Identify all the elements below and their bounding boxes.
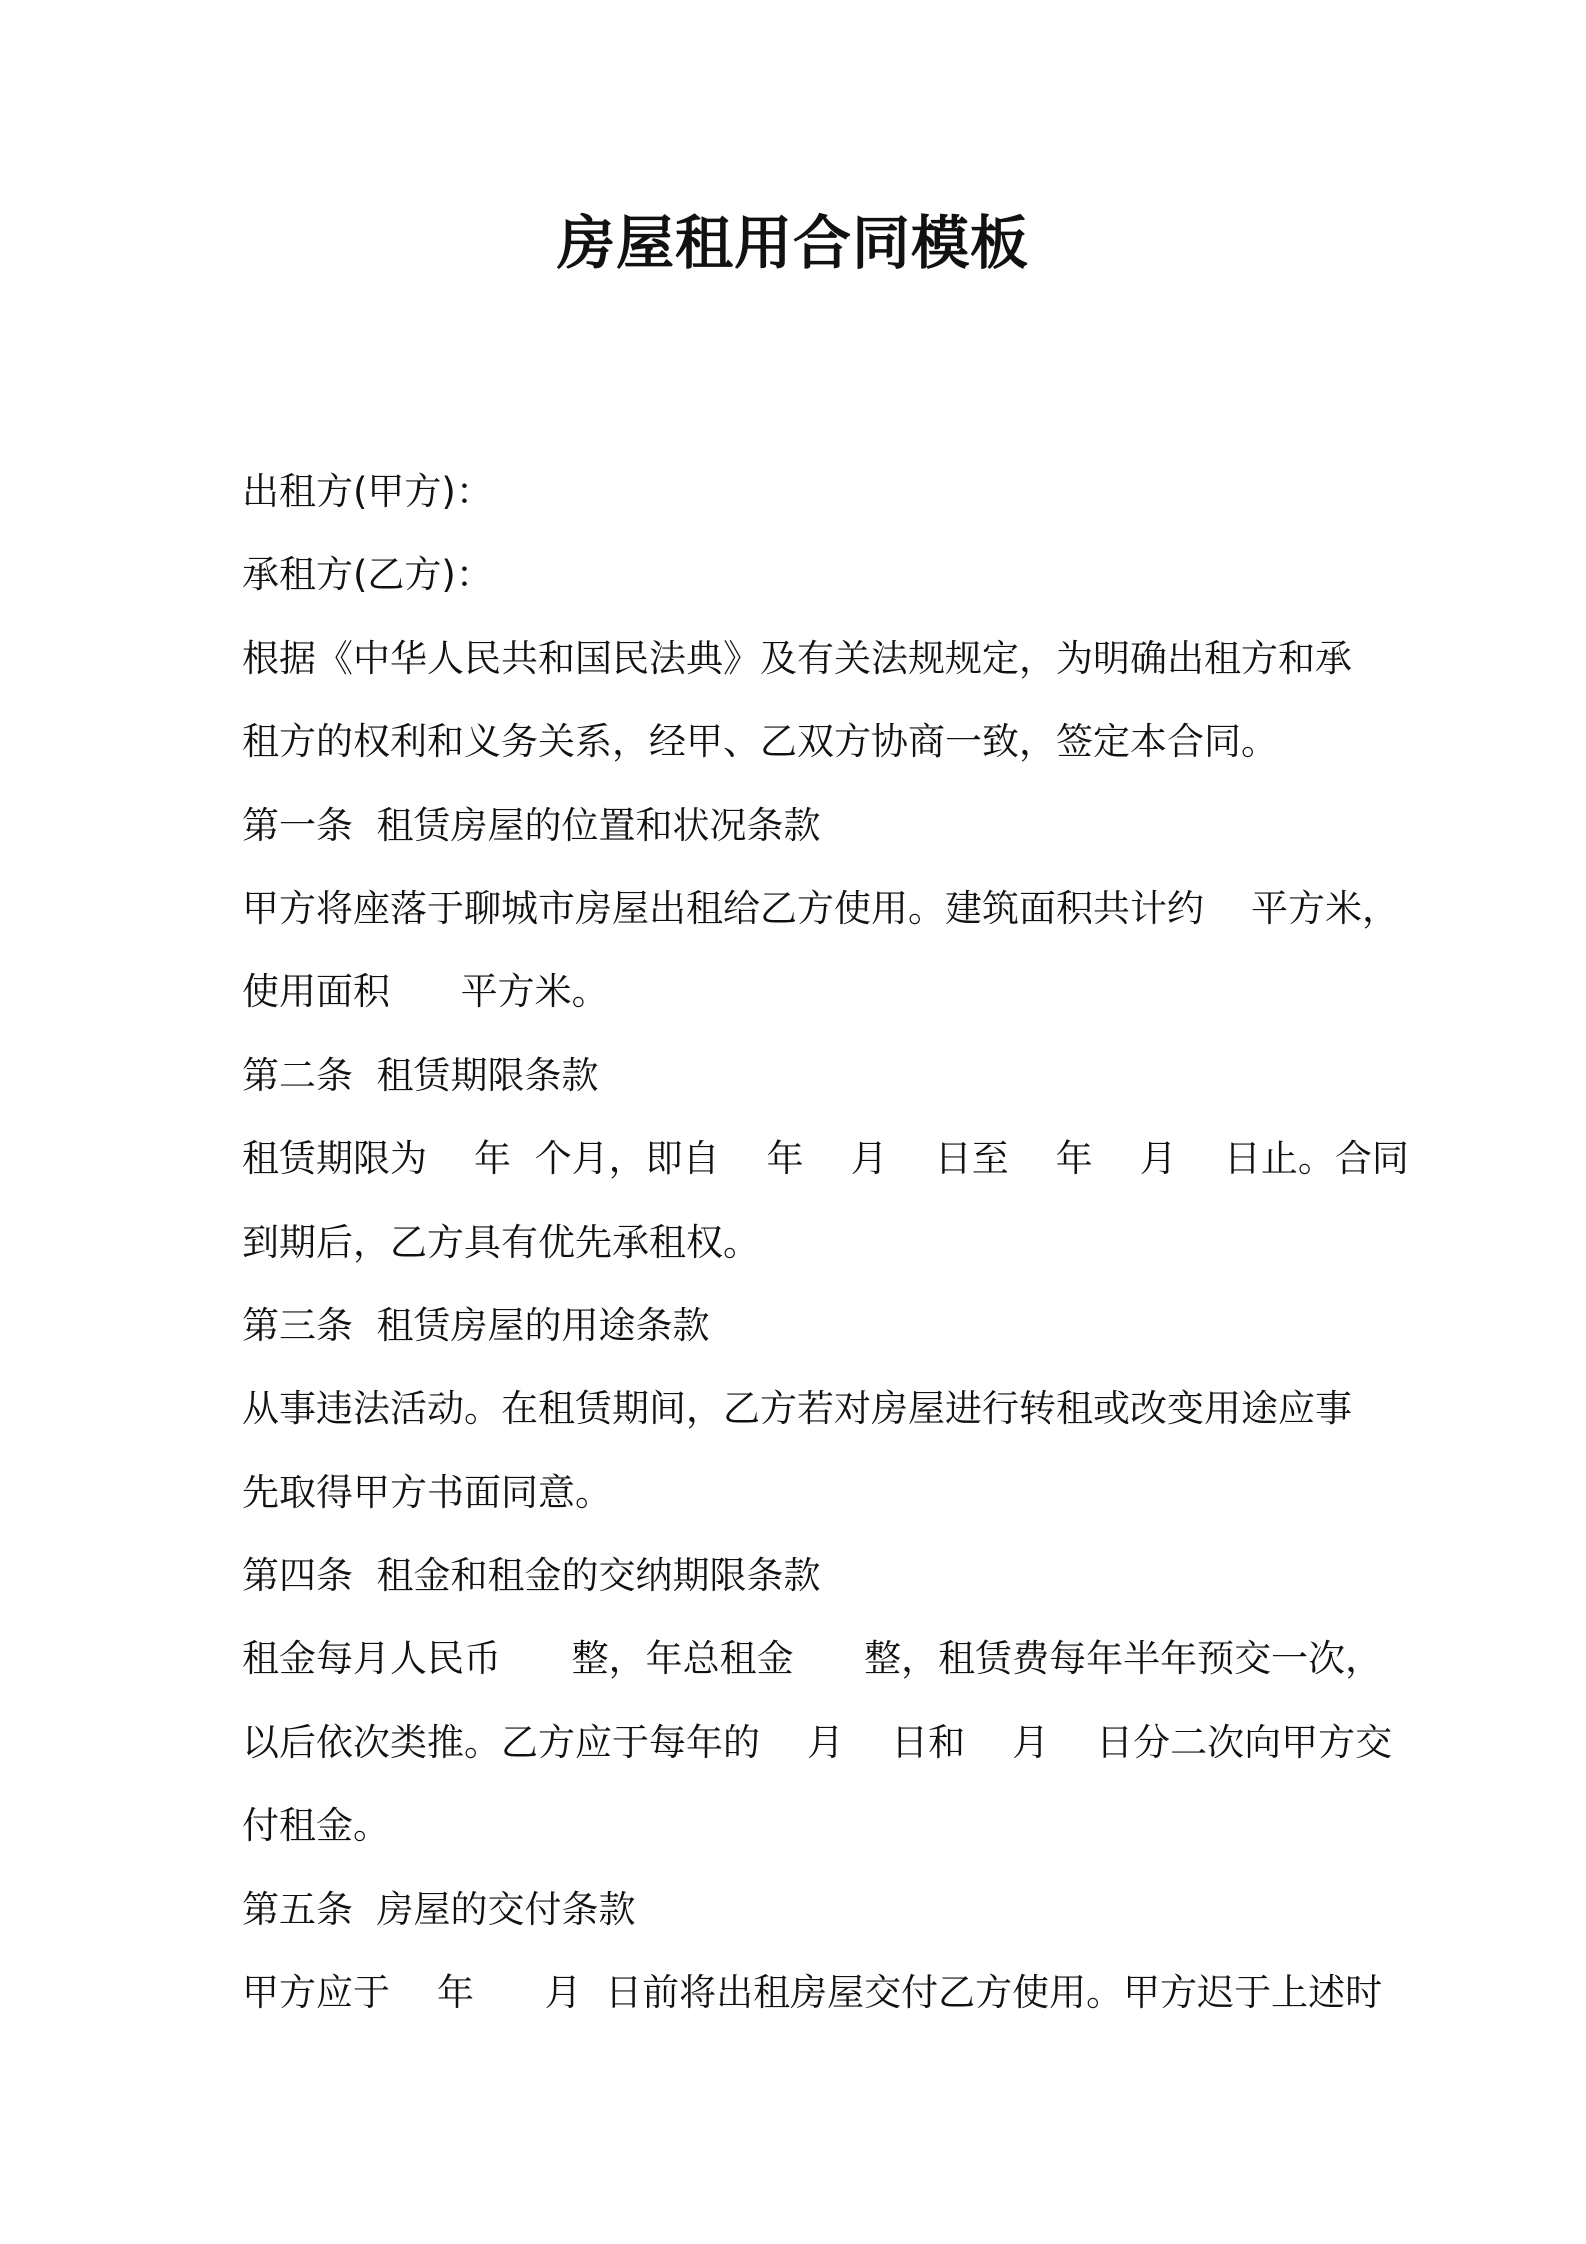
article-3-text-2: 先取得甲方书面同意。 xyxy=(242,1470,612,1514)
article-2-text-2: 到期后，乙方具有优先承租权。 xyxy=(242,1220,760,1264)
article-4-text-2: 以后依次类推。乙方应于每年的 月 日和 月 日分二次向甲方交 xyxy=(242,1720,1393,1764)
article-1-text-2: 使用面积 平方米。 xyxy=(242,970,609,1014)
article-4-text-1: 租金每月人民币 整，年总租金 整，租赁费每年半年预交一次， xyxy=(242,1637,1383,1681)
preamble-line-2: 租方的权利和义务关系，经甲、乙双方协商一致，签定本合同。 xyxy=(242,720,1278,764)
document-body xyxy=(242,450,1409,2034)
article-5-text-1: 甲方应于 年 月 日前将出租房屋交付乙方使用。甲方迟于上述时 xyxy=(242,1971,1383,2015)
article-4-text-3: 付租金。 xyxy=(242,1804,390,1848)
party-a-line: 出租方(甲方)： xyxy=(242,470,493,513)
article-3-heading: 第三条 租赁房屋的用途条款 xyxy=(242,1303,710,1347)
party-b-line: 承租方(乙方)： xyxy=(242,553,493,597)
article-3-text-1: 从事违法活动。在租赁期间，乙方若对房屋进行转租或改变用途应事 xyxy=(242,1387,1352,1431)
article-2-heading: 第二条 租赁期限条款 xyxy=(242,1053,599,1097)
article-1-text-1: 甲方将座落于聊城市房屋出租给乙方使用。建筑面积共计约 平方米， xyxy=(242,886,1400,930)
article-2-text-1: 租赁期限为 年 个月，即自 年 月 日至 年 月 日止。合同 xyxy=(242,1137,1409,1181)
article-4-heading: 第四条 租金和租金的交纳期限条款 xyxy=(242,1554,821,1598)
article-5-heading: 第五条 房屋的交付条款 xyxy=(242,1887,636,1931)
document-title: 房屋租用合同模板 xyxy=(556,209,1029,277)
preamble-line-1: 根据《中华人民共和国民法典》及有关法规规定，为明确出租方和承 xyxy=(242,636,1352,680)
article-1-heading: 第一条 租赁房屋的位置和状况条款 xyxy=(242,803,821,847)
